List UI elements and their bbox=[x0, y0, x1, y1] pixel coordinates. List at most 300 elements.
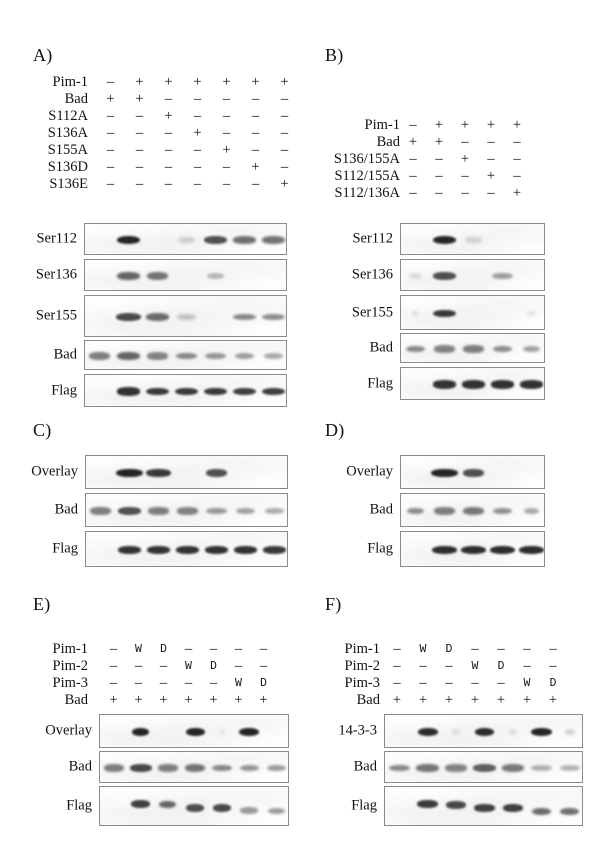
condition-cell: – bbox=[193, 108, 202, 124]
condition-cell: – bbox=[419, 658, 427, 674]
condition-cell: – bbox=[461, 134, 469, 150]
condition-cell: – bbox=[109, 675, 118, 691]
condition-row-label: S136D bbox=[47, 159, 88, 175]
blot-band bbox=[406, 346, 425, 353]
condition-cell: – bbox=[445, 658, 453, 674]
blot-band bbox=[118, 507, 141, 515]
condition-cell: – bbox=[393, 675, 401, 691]
condition-cell: – bbox=[193, 142, 202, 158]
blot-band bbox=[206, 469, 227, 477]
condition-matrix-f bbox=[312, 641, 566, 709]
condition-row bbox=[312, 692, 566, 709]
blot-band bbox=[239, 728, 259, 736]
blot-band bbox=[407, 508, 425, 515]
condition-cell: – bbox=[193, 159, 202, 175]
blot-box bbox=[99, 714, 289, 748]
blot-background-noise bbox=[401, 260, 544, 290]
condition-cell: – bbox=[513, 134, 521, 150]
blot-label: Ser136 bbox=[35, 266, 77, 283]
condition-cell: – bbox=[497, 675, 505, 691]
blot-box bbox=[400, 455, 545, 489]
blot-box bbox=[84, 259, 287, 291]
blot-band bbox=[147, 272, 168, 279]
blot-band bbox=[262, 314, 285, 321]
blot-band bbox=[186, 728, 205, 736]
blot-band bbox=[434, 345, 455, 352]
condition-matrix-e bbox=[20, 641, 276, 709]
condition-cell: D bbox=[497, 660, 505, 673]
condition-cells bbox=[96, 176, 299, 193]
condition-cells bbox=[400, 117, 530, 134]
blot-strip-b-0 bbox=[352, 223, 545, 255]
condition-cell: – bbox=[487, 151, 495, 167]
condition-cells bbox=[101, 675, 276, 692]
blot-band bbox=[185, 764, 206, 771]
condition-matrix-a bbox=[20, 74, 299, 193]
condition-row-label: Pim-1 bbox=[52, 641, 88, 657]
condition-cell: – bbox=[419, 675, 427, 691]
condition-cell: – bbox=[487, 185, 495, 201]
condition-cell: – bbox=[164, 176, 173, 192]
blot-band bbox=[104, 764, 124, 771]
condition-cell: – bbox=[106, 159, 115, 175]
condition-cell: – bbox=[487, 134, 495, 150]
blot-band bbox=[268, 808, 285, 815]
panel-letter-f: F) bbox=[325, 594, 342, 614]
condition-cells bbox=[96, 74, 299, 91]
blot-band bbox=[527, 311, 536, 316]
blot-band bbox=[531, 728, 552, 736]
blot-band bbox=[147, 546, 170, 554]
blot-label: Bad bbox=[369, 501, 393, 518]
blot-box bbox=[84, 295, 287, 337]
condition-row-label: S112A bbox=[48, 108, 88, 124]
condition-row-label: Pim-2 bbox=[344, 658, 380, 674]
blot-background-noise bbox=[401, 296, 544, 329]
blot-band bbox=[432, 546, 456, 554]
condition-cell: + bbox=[222, 74, 231, 90]
blot-label: Ser155 bbox=[351, 304, 393, 320]
condition-cells bbox=[384, 692, 566, 709]
condition-cell: + bbox=[444, 692, 454, 708]
blot-band bbox=[532, 808, 551, 815]
condition-cell: W bbox=[235, 677, 242, 690]
blot-strip-f-1 bbox=[353, 751, 583, 783]
condition-cell: + bbox=[548, 692, 558, 708]
blot-box bbox=[400, 493, 545, 527]
condition-cells bbox=[384, 658, 566, 675]
blot-band bbox=[177, 314, 196, 320]
blot-band bbox=[503, 804, 523, 812]
blot-label: Flag bbox=[367, 375, 393, 391]
condition-cells bbox=[101, 658, 276, 675]
condition-cell: – bbox=[164, 142, 173, 158]
condition-cell: + bbox=[193, 125, 202, 141]
condition-cell: + bbox=[408, 134, 418, 150]
blot-band bbox=[221, 729, 224, 734]
condition-cell: – bbox=[234, 641, 243, 657]
blot-label: Flag bbox=[52, 540, 78, 557]
blot-box bbox=[84, 340, 287, 370]
blot-label: Bad bbox=[369, 339, 393, 356]
condition-cell: – bbox=[106, 142, 115, 158]
condition-cell: – bbox=[435, 185, 443, 201]
condition-cell: – bbox=[461, 185, 469, 201]
condition-row bbox=[20, 125, 299, 142]
condition-cell: – bbox=[159, 675, 168, 691]
blot-box bbox=[84, 374, 287, 407]
blot-band bbox=[264, 353, 283, 359]
condition-row-label: Pim-1 bbox=[364, 117, 400, 133]
condition-cell: + bbox=[106, 91, 115, 107]
condition-cell: – bbox=[409, 117, 417, 133]
blot-box bbox=[85, 531, 288, 567]
condition-cell: – bbox=[513, 168, 521, 184]
condition-cell: – bbox=[549, 658, 557, 674]
blot-label: Ser112 bbox=[352, 230, 393, 247]
condition-cell: – bbox=[135, 108, 144, 124]
condition-cell: – bbox=[409, 168, 417, 184]
blot-band bbox=[493, 508, 512, 515]
blot-band bbox=[233, 388, 256, 396]
condition-cell: + bbox=[164, 108, 173, 124]
blot-band bbox=[473, 764, 496, 772]
condition-row bbox=[312, 675, 566, 692]
condition-cell: – bbox=[435, 168, 443, 184]
condition-cell: – bbox=[280, 159, 289, 175]
blot-band bbox=[433, 310, 456, 318]
condition-cell: – bbox=[471, 641, 479, 657]
blot-band bbox=[262, 236, 285, 243]
condition-cell: + bbox=[159, 692, 168, 708]
condition-cell: + bbox=[234, 692, 243, 708]
blot-band bbox=[235, 353, 255, 360]
condition-cell: D bbox=[210, 660, 217, 673]
condition-cell: + bbox=[392, 692, 402, 708]
blot-band bbox=[117, 236, 140, 244]
condition-cell: D bbox=[549, 677, 557, 690]
condition-row bbox=[20, 675, 276, 692]
condition-row bbox=[322, 134, 530, 151]
blot-band bbox=[445, 764, 467, 771]
condition-row bbox=[20, 692, 276, 709]
blot-band bbox=[434, 507, 454, 514]
condition-row-label: S155A bbox=[47, 142, 88, 158]
condition-matrix-b bbox=[322, 117, 530, 202]
condition-row bbox=[322, 151, 530, 168]
blot-box bbox=[384, 751, 583, 783]
blot-band bbox=[462, 380, 486, 388]
condition-cell: + bbox=[222, 142, 231, 158]
condition-cell: + bbox=[193, 74, 202, 90]
blot-band bbox=[417, 800, 437, 808]
blot-band bbox=[177, 507, 198, 514]
condition-cell: W bbox=[185, 660, 192, 673]
condition-row-label: S112/155A bbox=[334, 168, 400, 184]
condition-cells bbox=[96, 125, 299, 142]
condition-cell: + bbox=[280, 176, 289, 192]
blot-band bbox=[204, 236, 228, 244]
blot-band bbox=[524, 508, 540, 514]
condition-cell: – bbox=[106, 74, 115, 90]
blot-strip-a-3 bbox=[53, 340, 287, 370]
blot-band bbox=[523, 346, 540, 353]
condition-cells bbox=[101, 641, 276, 658]
condition-cell: + bbox=[512, 117, 522, 133]
blot-band bbox=[416, 764, 439, 771]
condition-cell: + bbox=[251, 159, 260, 175]
condition-cell: – bbox=[193, 91, 202, 107]
condition-cell: – bbox=[164, 91, 173, 107]
blot-band bbox=[116, 313, 142, 321]
blot-band bbox=[463, 507, 484, 514]
condition-cell: – bbox=[445, 675, 453, 691]
condition-cell: – bbox=[523, 641, 531, 657]
condition-cell: – bbox=[513, 151, 521, 167]
condition-cell: + bbox=[134, 692, 143, 708]
condition-cell: + bbox=[418, 692, 428, 708]
blot-band bbox=[565, 729, 575, 735]
condition-cell: – bbox=[549, 641, 557, 657]
blot-band bbox=[118, 546, 141, 554]
condition-row bbox=[322, 168, 530, 185]
blot-box bbox=[400, 223, 545, 255]
blot-band bbox=[491, 380, 515, 388]
condition-cell: + bbox=[434, 117, 444, 133]
blot-strip-c-2 bbox=[52, 531, 288, 567]
condition-row-label: Bad bbox=[356, 692, 380, 708]
condition-cell: – bbox=[135, 125, 144, 141]
blot-label: Overlay bbox=[31, 463, 78, 480]
condition-cells bbox=[96, 91, 299, 108]
blot-band bbox=[117, 352, 140, 359]
blot-band bbox=[159, 801, 176, 808]
blot-band bbox=[433, 380, 457, 388]
blot-band bbox=[474, 804, 494, 812]
blot-band bbox=[147, 352, 168, 359]
condition-row bbox=[20, 142, 299, 159]
condition-cell: + bbox=[135, 74, 144, 90]
condition-row-label: Pim-3 bbox=[344, 675, 380, 691]
condition-cell: – bbox=[393, 658, 401, 674]
blot-band bbox=[461, 546, 485, 554]
blot-band bbox=[89, 352, 110, 359]
condition-cell: – bbox=[184, 641, 193, 657]
blot-band bbox=[233, 236, 256, 243]
blot-box bbox=[85, 493, 288, 527]
blot-band bbox=[502, 764, 524, 771]
blot-band bbox=[267, 765, 285, 772]
panel-letter-c: C) bbox=[33, 420, 52, 440]
condition-cells bbox=[400, 151, 530, 168]
condition-row bbox=[312, 641, 566, 658]
blot-background-noise bbox=[85, 260, 286, 290]
blot-band bbox=[531, 765, 551, 771]
condition-cell: – bbox=[134, 675, 143, 691]
condition-row-label: Pim-1 bbox=[52, 74, 88, 90]
blot-band bbox=[146, 388, 169, 396]
condition-cell: D bbox=[260, 677, 267, 690]
blot-band bbox=[213, 804, 231, 812]
blot-band bbox=[240, 807, 258, 814]
blot-band bbox=[116, 469, 143, 477]
blot-band bbox=[130, 764, 152, 772]
blot-band bbox=[212, 765, 232, 772]
condition-cell: – bbox=[280, 91, 289, 107]
blot-label: Bad bbox=[68, 758, 92, 775]
blot-band bbox=[510, 729, 516, 734]
blot-strip-b-2 bbox=[351, 295, 545, 330]
condition-row bbox=[20, 108, 299, 125]
condition-row bbox=[312, 658, 566, 675]
blot-band bbox=[178, 237, 196, 243]
condition-cell: – bbox=[184, 675, 193, 691]
condition-row bbox=[20, 74, 299, 91]
blot-band bbox=[263, 546, 286, 554]
condition-row-label: Pim-2 bbox=[52, 658, 88, 674]
condition-cell: + bbox=[522, 692, 532, 708]
condition-cell: + bbox=[486, 168, 496, 184]
panel-letter-a: A) bbox=[33, 45, 53, 65]
blot-band bbox=[236, 508, 256, 515]
blot-label: Bad bbox=[54, 501, 78, 518]
condition-row-label: S112/136A bbox=[334, 185, 400, 201]
blot-strip-f-0 bbox=[338, 714, 583, 748]
blot-box bbox=[400, 367, 545, 400]
blot-band bbox=[389, 765, 410, 772]
condition-cell: – bbox=[222, 125, 231, 141]
condition-cell: – bbox=[259, 658, 268, 674]
condition-cell: – bbox=[222, 108, 231, 124]
blot-box bbox=[384, 714, 583, 748]
condition-cell: + bbox=[135, 91, 144, 107]
condition-cell: – bbox=[134, 658, 143, 674]
blot-strip-e-2 bbox=[66, 786, 289, 826]
condition-cells bbox=[384, 675, 566, 692]
blot-strip-a-0 bbox=[36, 223, 287, 255]
blot-band bbox=[146, 469, 170, 477]
blot-strip-d-0 bbox=[346, 455, 545, 489]
blot-band bbox=[205, 546, 228, 554]
blot-band bbox=[146, 313, 169, 320]
condition-row-label: S136E bbox=[49, 176, 88, 192]
condition-cell: – bbox=[109, 641, 118, 657]
blot-label: 14-3-3 bbox=[338, 722, 377, 739]
condition-row bbox=[20, 176, 299, 193]
blot-strip-a-4 bbox=[51, 374, 287, 407]
condition-cells bbox=[384, 641, 566, 658]
blot-band bbox=[205, 353, 226, 360]
condition-cell: – bbox=[393, 641, 401, 657]
condition-cell: – bbox=[222, 176, 231, 192]
condition-cell: – bbox=[471, 675, 479, 691]
condition-cell: – bbox=[106, 176, 115, 192]
condition-cell: – bbox=[280, 125, 289, 141]
condition-row-label: Pim-3 bbox=[52, 675, 88, 691]
condition-cell: + bbox=[460, 117, 470, 133]
condition-cell: – bbox=[280, 142, 289, 158]
blot-band bbox=[175, 388, 198, 396]
condition-cell: + bbox=[109, 692, 118, 708]
blot-band bbox=[520, 380, 544, 388]
blot-box bbox=[384, 786, 583, 826]
condition-row bbox=[20, 91, 299, 108]
condition-cell: – bbox=[280, 108, 289, 124]
condition-row bbox=[322, 185, 530, 202]
condition-cell: – bbox=[234, 658, 243, 674]
blot-band bbox=[519, 546, 543, 554]
condition-row bbox=[20, 159, 299, 176]
condition-cell: – bbox=[461, 168, 469, 184]
blot-strip-d-2 bbox=[367, 531, 545, 567]
condition-cell: – bbox=[193, 176, 202, 192]
condition-cells bbox=[400, 168, 530, 185]
condition-cell: – bbox=[251, 125, 260, 141]
condition-cell: – bbox=[209, 641, 218, 657]
blot-band bbox=[262, 388, 285, 396]
blot-band bbox=[409, 273, 421, 278]
condition-cell: – bbox=[435, 151, 443, 167]
condition-cell: – bbox=[251, 176, 260, 192]
blot-box bbox=[99, 751, 289, 783]
panel-letter-e: E) bbox=[33, 594, 51, 614]
blot-band bbox=[560, 808, 579, 815]
blot-band bbox=[132, 728, 149, 736]
condition-cell: – bbox=[159, 658, 168, 674]
blot-band bbox=[463, 469, 484, 477]
condition-cell: + bbox=[486, 117, 496, 133]
condition-cell: – bbox=[109, 658, 118, 674]
blot-band bbox=[412, 311, 419, 316]
blot-box bbox=[99, 786, 289, 826]
blot-box bbox=[400, 295, 545, 330]
condition-row-label: S136A bbox=[47, 125, 88, 141]
blot-box bbox=[85, 455, 288, 489]
blot-band bbox=[452, 729, 461, 734]
condition-cell: – bbox=[106, 108, 115, 124]
condition-cell: – bbox=[251, 108, 260, 124]
blot-band bbox=[176, 546, 199, 554]
blot-band bbox=[265, 508, 284, 514]
panel-letter-d: D) bbox=[325, 420, 345, 440]
blot-strip-f-2 bbox=[351, 786, 583, 826]
blot-band bbox=[431, 469, 457, 477]
condition-cell: + bbox=[280, 74, 289, 90]
blot-band bbox=[433, 272, 456, 280]
blot-band bbox=[206, 508, 226, 515]
condition-cells bbox=[96, 159, 299, 176]
condition-cells bbox=[96, 108, 299, 125]
blot-box bbox=[400, 333, 545, 363]
condition-cell: – bbox=[209, 675, 218, 691]
condition-row bbox=[322, 117, 530, 134]
blot-strip-e-0 bbox=[45, 714, 289, 748]
condition-cell: – bbox=[409, 185, 417, 201]
blot-box bbox=[400, 259, 545, 291]
blot-label: Bad bbox=[53, 346, 77, 363]
blot-strip-b-1 bbox=[351, 259, 545, 291]
condition-row-label: S136/155A bbox=[333, 151, 400, 167]
blot-label: Ser155 bbox=[35, 307, 77, 324]
condition-row-label: Bad bbox=[64, 91, 88, 107]
blot-strip-a-1 bbox=[35, 259, 287, 291]
blot-band bbox=[493, 346, 513, 353]
blot-band bbox=[433, 236, 457, 244]
condition-cell: – bbox=[164, 125, 173, 141]
condition-row bbox=[20, 658, 276, 675]
condition-cell: – bbox=[222, 91, 231, 107]
condition-cells bbox=[101, 692, 276, 709]
